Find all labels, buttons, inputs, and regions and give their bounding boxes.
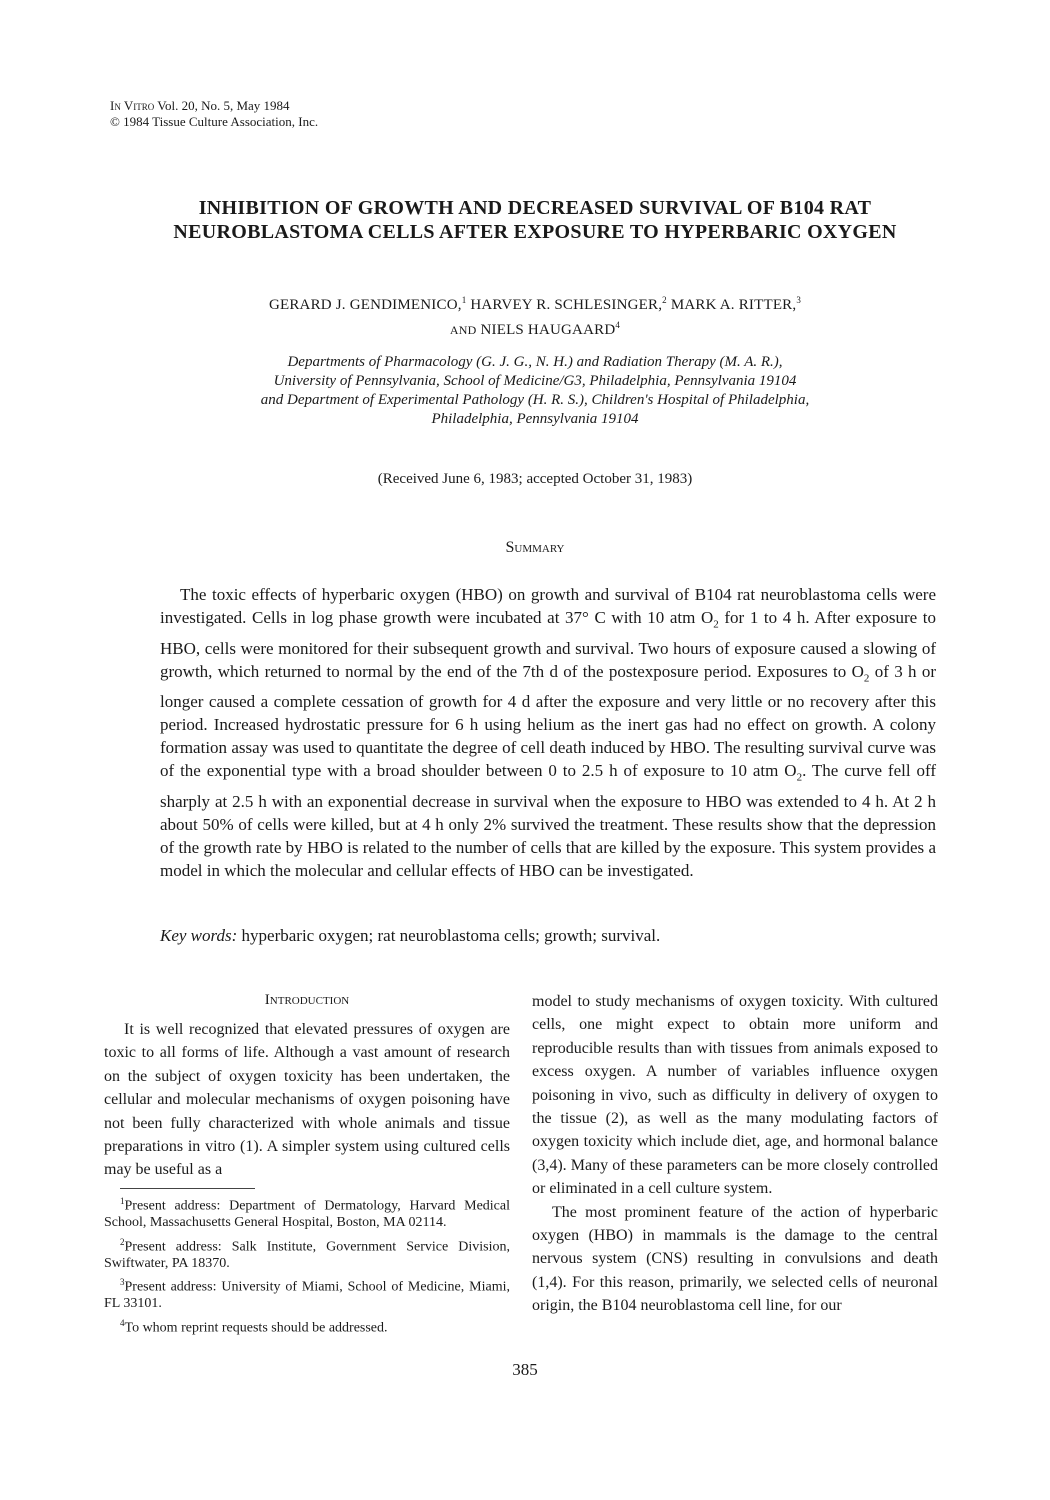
author-name: MARK A. RITTER, <box>670 297 797 313</box>
summary-text: The toxic effects of hyperbaric oxygen (HBO) on growth and survival of B104 rat neuroblastoma cells were investigated. Cells in log phase growth were incubated at 37° C with 10 atm $O_2$ for 1 to 4 h. After exposure to HBO, cells were monitored for their subsequent growth and survival. Two hours of exposure caused a slowing of growth, which returned to normal by the end of the 7th d of the postexposure period. Exposures to $O_2$ of 3 h or longer caused a complete cessation of growth for 4 d after the exposure and very little or no recovery after this period. Increased hydrostatic pressure for 6 h using helium as the inert gas had no effect on growth. A colony formation assay was used to quantitate the degree of cell death induced by HBO. The resulting survival curve was of the exponential type with a broad shoulder between 0 to 2.5 h of exposure to 10 atm $O_2$. The curve fell off sharply at 2.5 h with an exponential decrease in survival when the exposure to HBO was extended to 4 h. At 2 h about 50% of cells were killed, but at 4 h only 2% survived the treatment. These results show that the depression of the growth rate by HBO is related to the number of cells that are killed by the exposure. This system provides a model in which the molecular and cellular effects of HBO can be investigated. <box>160 585 937 881</box>
journal-name: In Vitro <box>110 98 155 113</box>
journal-citation-line <box>110 98 318 114</box>
footnote: $^4$To whom reprint requests should be addressed. <box>120 1317 388 1336</box>
footnote-mark: 4 <box>615 320 621 330</box>
footnote-mark: 3 <box>796 295 802 305</box>
journal-citation: Vol. 20, No. 5, May 1984 <box>157 98 290 113</box>
summary-heading: Summary <box>505 539 565 556</box>
footnote-mark: 1 <box>461 295 467 305</box>
footnote-divider <box>120 1188 255 1189</box>
footnote: $^2$Present address: Salk Institute, Government Service Division, Swiftwater, PA 18370. <box>104 1236 510 1271</box>
keywords-label: Key words: <box>160 926 238 945</box>
footnote: $^1$Present address: Department of Dermatology, Harvard Medical School, Massachusetts General Hospital, Boston, MA 02114. <box>104 1195 510 1230</box>
body-paragraph: It is well recognized that elevated pressures of oxygen are toxic to all forms of life. Although a vast amount of research on the subject of oxygen toxicity has been undertaken, the cellular and molecular mechanisms of oxygen poisoning have not been fully characterized with whole animals and tissue preparations in vitro (1). A simpler system using cultured cells may be useful as a <box>104 1021 510 1179</box>
body-paragraph: model to study mechanisms of oxygen toxicity. With cultured cells, one might expect to obtain more uniform and reproducible results than with tissues from animals exposed to excess oxygen. A number of variables influence oxygen poisoning in vivo, such as difficulty in delivery of oxygen to the tissue (2), as well as the many modulating factors of oxygen toxicity which include diet, age, and hormonal balance (3,4). Many of these parameters can be more closely controlled or eliminated in a cell culture system. <box>532 993 938 1198</box>
page-number: 385 <box>512 1360 538 1379</box>
keywords-text: hyperbaric oxygen; rat neuroblastoma cells; growth; survival. <box>237 926 661 945</box>
footnote: $^3$Present address: University of Miami, School of Medicine, Miami, FL 33101. <box>104 1277 510 1312</box>
affiliation-line: University of Pennsylvania, School of Medicine/G3, Philadelphia, Pennsylvania 19104 <box>273 373 797 389</box>
left-column <box>104 990 510 1339</box>
author-conjunction: AND <box>449 323 477 337</box>
author-list <box>150 290 920 340</box>
author-name: GERARD J. GENDIMENICO, <box>268 297 462 313</box>
right-column <box>532 990 938 1318</box>
affiliation-line: Philadelphia, Pennsylvania 19104 <box>431 411 639 427</box>
journal-copyright: © 1984 Tissue Culture Association, Inc. <box>110 114 319 129</box>
affiliations <box>150 353 920 429</box>
received-dates: (Received June 6, 1983; accepted October 31, 1983) <box>377 471 693 487</box>
author-name: NIELS HAUGAARD <box>480 322 616 338</box>
body-paragraph: The most prominent feature of the action of hyperbaric oxygen (HBO) in mammals is the damage to the central nervous system (CNS) resulting in convulsions and death (1,4). For this reason, primarily, we selected cells of neuronal origin, the B104 neuroblastoma cell line, for our <box>532 1203 938 1315</box>
author-name: HARVEY R. SCHLESINGER, <box>470 297 663 313</box>
introduction-heading: Introduction <box>264 992 350 1008</box>
article-title: INHIBITION OF GROWTH AND DECREASED SURVIVAL OF B104 RAT NEUROBLASTOMA CELLS AFTER EXPOSURE TO HYPERBARIC OXYGEN <box>173 197 897 243</box>
keywords <box>160 924 936 947</box>
footnote-mark: 2 <box>662 295 667 305</box>
affiliation-line: Departments of Pharmacology (G. J. G., N. H.) and Radiation Therapy (M. A. R.), <box>287 354 783 370</box>
affiliation-line: and Department of Experimental Pathology (H. R. S.), Children's Hospital of Philadelphia, <box>260 392 810 408</box>
journal-header <box>110 98 318 130</box>
